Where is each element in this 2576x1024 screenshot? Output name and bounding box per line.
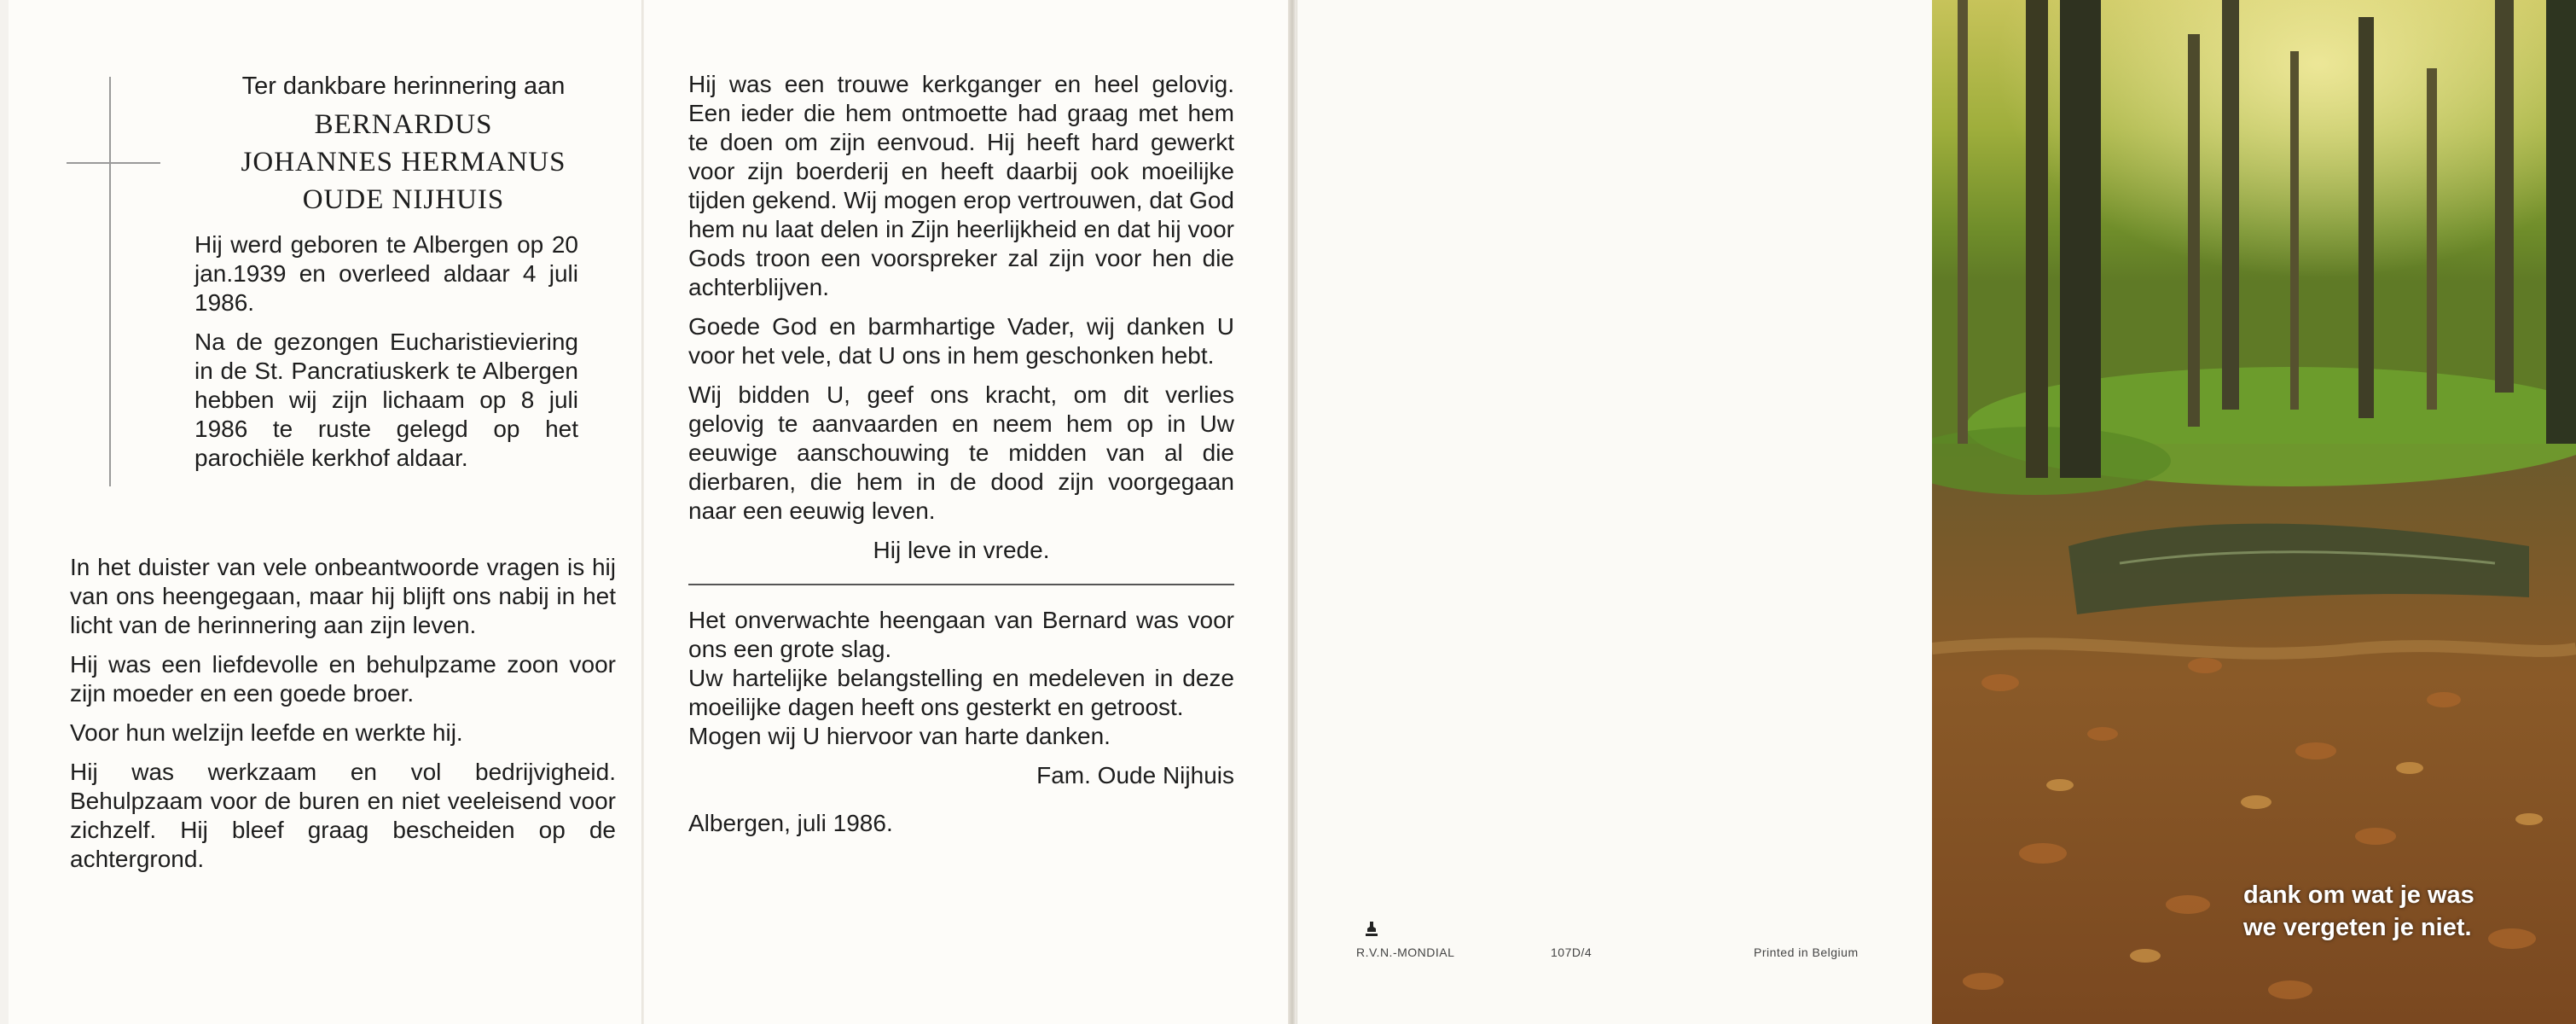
thanks-paragraph-3: Mogen wij U hiervoor van harte danken. xyxy=(688,723,1111,749)
printed-in: Printed in Belgium xyxy=(1754,945,1859,959)
remembrance-paragraph-1: In het duister van vele onbeantwoorde vragen is hij van ons heengegaan, maar hij blijft ons nabij in het licht van de herinnering aan zijn leven. xyxy=(70,554,616,638)
divider xyxy=(688,584,1234,585)
left-page xyxy=(9,0,644,1024)
photo-caption xyxy=(2243,879,2474,944)
publisher-logo-icon xyxy=(1365,920,1378,939)
cross-icon xyxy=(109,77,111,486)
remembrance-block xyxy=(70,553,616,884)
print-code: 107D/4 xyxy=(1551,945,1593,959)
card-edge xyxy=(1288,0,1297,1024)
intro-line: Ter dankbare herinnering aan xyxy=(241,73,566,100)
faith-paragraph-1: Hij was een trouwe kerkganger en heel gelovig. Een ieder die hem ontmoette had graag met hem te doen om zijn eenvoud. Hij heeft hard gewerkt voor zijn boerderij en heeft daarbij ook moeilijke tijden gekend. Wij mogen erop vertrouwen, dat God hem nu laat delen in Zijn heerlijkheid en dat hij voor Gods troon een voorspreker zal zijn voor hen die achterblijven. xyxy=(688,71,1234,300)
place-date: Albergen, juli 1986. xyxy=(688,810,893,836)
back-page xyxy=(1297,0,1932,1024)
photo-caption-line-2: we vergeten je niet. xyxy=(2243,914,2472,941)
deceased-name-3: OUDE NIJHUIS xyxy=(302,184,505,215)
publisher-name: R.V.N.-MONDIAL xyxy=(1356,945,1455,959)
biography-block xyxy=(194,230,578,483)
remembrance-paragraph-3: Voor hun welzijn leefde en werkte hij. xyxy=(70,719,463,746)
forest-illustration xyxy=(1932,0,2576,1024)
forest-photo xyxy=(1932,0,2576,1024)
cross-icon-bar xyxy=(67,162,160,164)
thanks-paragraph-2: Uw hartelijke belangstelling en medeleven in deze moeilijke dagen heeft ons gesterkt en getroost. xyxy=(688,665,1234,720)
prayer-paragraph-2: Wij bidden U, geef ons kracht, om dit verlies gelovig te aanvaarden en neem hem op in Uw eeuwige aanschouwing te midden van al die dierbaren, die hem in de dood zijn voorgegaan naar een eeuwig leven. xyxy=(688,381,1234,524)
prayer-paragraph-1: Goede God en barmhartige Vader, wij danken U voor het vele, dat U ons in hem geschonken hebt. xyxy=(688,313,1234,369)
funeral-paragraph: Na de gezongen Eucharistieviering in de St. Pancratiuskerk te Albergen hebben wij zijn lichaam op 8 juli 1986 te ruste gelegd op het parochiële kerkhof aldaar. xyxy=(194,329,578,471)
deceased-name-1: BERNARDUS xyxy=(314,109,493,140)
remembrance-paragraph-4: Hij was werkzaam en vol bedrijvigheid. Behulpzaam voor de buren en niet veeleisend voor zichzelf. Hij bleef graag bescheiden op de achtergrond. xyxy=(70,759,616,872)
photo-caption-line-1: dank om wat je was xyxy=(2243,881,2474,909)
middle-page xyxy=(644,0,1288,1024)
in-memoriam-header xyxy=(194,72,612,218)
thanks-paragraph-1: Het onverwachte heengaan van Bernard was voor ons een grote slag. xyxy=(688,607,1234,662)
family-signature: Fam. Oude Nijhuis xyxy=(1036,762,1234,788)
deceased-name-2: JOHANNES HERMANUS xyxy=(241,147,566,177)
prayer-closing: Hij leve in vrede. xyxy=(873,537,1050,563)
birth-paragraph: Hij werd geboren te Albergen op 20 jan.1939 en overleed aldaar 4 juli 1986. xyxy=(194,231,578,316)
remembrance-paragraph-2: Hij was een liefdevolle en behulpzame zoon voor zijn moeder en een goede broer. xyxy=(70,651,616,707)
faith-block xyxy=(688,70,1234,848)
